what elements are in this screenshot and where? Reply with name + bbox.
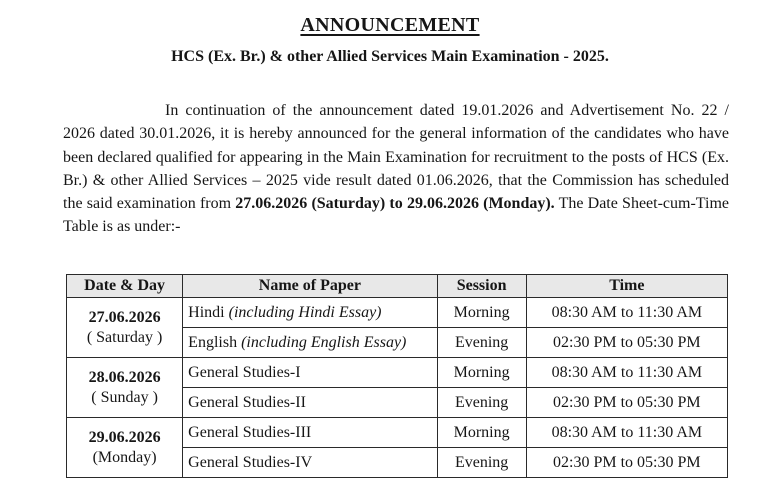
announcement-paragraph <box>63 99 729 239</box>
paper-cell <box>183 328 437 358</box>
exam-date: 29.06.2026 <box>88 428 161 446</box>
paper-cell <box>183 418 437 448</box>
time-cell: 08:30 AM to 11:30 AM <box>526 298 727 328</box>
exam-day: ( Saturday ) <box>86 328 163 346</box>
date-cell <box>67 298 183 358</box>
header-session: Session <box>437 275 526 298</box>
date-cell <box>67 358 183 418</box>
paper-note: (including Hindi Essay) <box>228 303 382 321</box>
table-row <box>67 298 728 328</box>
session-cell: Evening <box>437 328 526 358</box>
exam-day: (Monday) <box>92 448 157 466</box>
table-row <box>67 358 728 388</box>
table-row <box>67 418 728 448</box>
header-time: Time <box>526 275 727 298</box>
exam-date: 28.06.2026 <box>88 368 161 386</box>
intro-text: In continuation of the announcement dated 19.01.2026 and Advertisement No. 22 / 2026 dated 30.01.2026, it is hereby announced for the general information of the candidates who have been declared qualified for appearing in the Main Examination for recruitment to the posts of HCS (Ex. Br.) & other Allied Services – 2025 vide result dated 01.06.2026, that the Commission has scheduled the said examination from <box>63 102 729 213</box>
header-paper: Name of Paper <box>183 275 437 298</box>
session-cell: Evening <box>437 388 526 418</box>
exam-day: ( Sunday ) <box>91 388 158 406</box>
time-cell: 08:30 AM to 11:30 AM <box>526 358 727 388</box>
paper-name: Hindi <box>188 303 229 321</box>
header-date-day: Date & Day <box>67 275 183 298</box>
announcement-title: ANNOUNCEMENT <box>300 14 480 36</box>
paper-name: General Studies-I <box>188 363 301 381</box>
date-sheet-table <box>66 274 728 478</box>
exam-subtitle: HCS (Ex. Br.) & other Allied Services Main Examination - 2025. <box>171 48 609 65</box>
table-header-row <box>67 275 728 298</box>
time-cell: 02:30 PM to 05:30 PM <box>526 328 727 358</box>
paper-cell <box>183 298 437 328</box>
session-cell: Morning <box>437 298 526 328</box>
session-cell: Evening <box>437 448 526 478</box>
session-cell: Morning <box>437 418 526 448</box>
paper-cell <box>183 388 437 418</box>
paper-cell <box>183 448 437 478</box>
exam-date: 27.06.2026 <box>88 308 161 326</box>
exam-date-range: 27.06.2026 (Saturday) to 29.06.2026 (Monday). <box>235 195 555 213</box>
time-cell: 02:30 PM to 05:30 PM <box>526 448 727 478</box>
paper-name: General Studies-II <box>188 393 306 411</box>
outro-text: The Date Sheet-cum-Time Table is as under:- <box>63 195 729 236</box>
paper-note: (including English Essay) <box>241 333 407 351</box>
paper-cell <box>183 358 437 388</box>
paper-name: General Studies-IV <box>188 453 313 471</box>
time-cell: 08:30 AM to 11:30 AM <box>526 418 727 448</box>
paper-name: English <box>188 333 242 351</box>
date-cell <box>67 418 183 478</box>
paper-name: General Studies-III <box>188 423 312 441</box>
session-cell: Morning <box>437 358 526 388</box>
time-cell: 02:30 PM to 05:30 PM <box>526 388 727 418</box>
